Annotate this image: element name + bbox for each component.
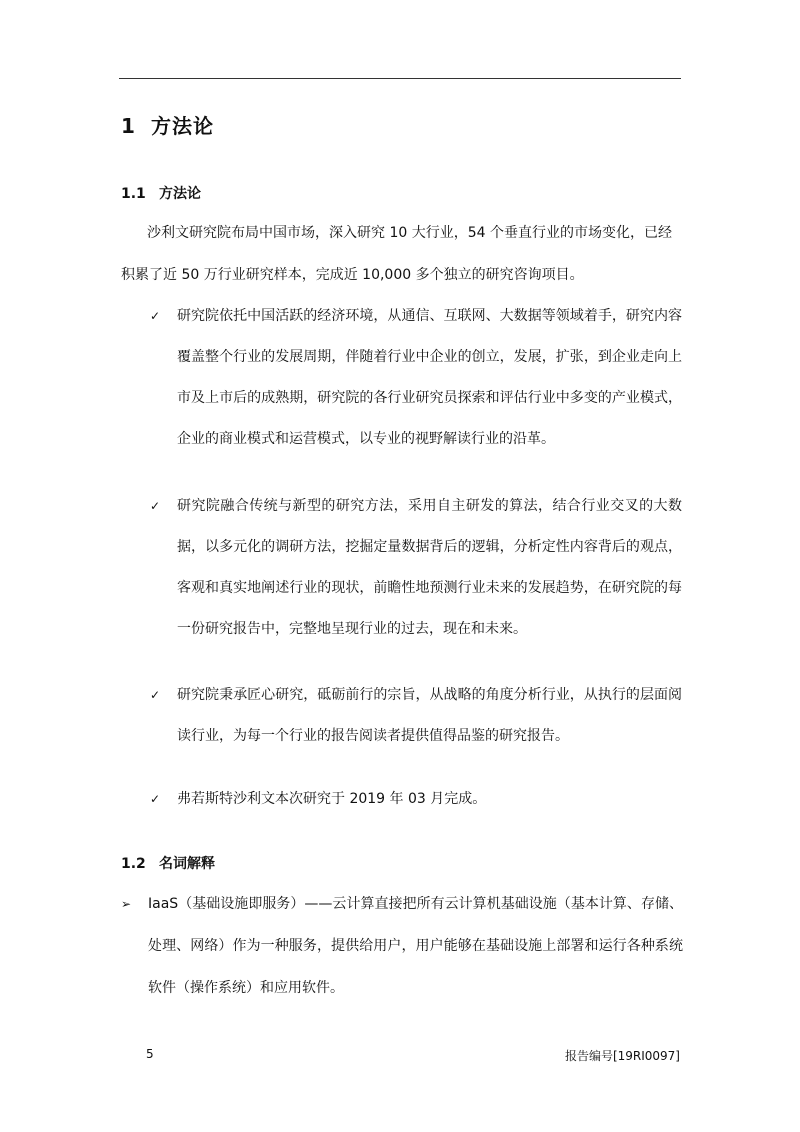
heading-1-2-number: 1.2 [121,856,146,872]
heading-1-number: 1 [121,114,136,138]
report-code: 报告编号[19RI0097] [564,1049,680,1063]
bullet-item [150,779,682,820]
bullet-text: 研究院融合传统与新型的研究方法，采用自主研发的算法，结合行业交叉的大数据，以多元化的调研方法，挖掘定量数据背后的逻辑，分析定性内容背后的观点，客观和真实地阐述行业的现状，前瞻性地预测行业未来的发展趋势，在研究院的每一份研究报告中，完整地呈现行业的过去，现在和未来。 [177,498,682,637]
definition-item [121,883,683,1009]
heading-1-2-title: 名词解释 [159,856,215,872]
checkmark-icon: ✓ [150,792,161,806]
header-rule [119,78,681,79]
bullet-text: 研究院依托中国活跃的经济环境，从通信、互联网、大数据等领域着手，研究内容覆盖整个行业的发展周期，伴随着行业中企业的创立，发展，扩张，到企业走向上市及上市后的成熟期，研究院的各行业研究员探索和评估行业中多变的产业模式，企业的商业模式和运营模式，以专业的视野解读行业的沿革。 [177,308,682,447]
bullet-item [150,675,682,757]
heading-1-2 [121,853,215,873]
bullet-item [150,296,682,460]
bullet-item [150,486,682,650]
intro-text: 沙利文研究院布局中国市场，深入研究 10 大行业，54 个垂直行业的市场变化，已经积累了近 50 万行业研究样本，完成近 10,000 多个独立的研究咨询项目。 [121,225,672,283]
page-number: 5 [146,1047,154,1061]
checkmark-icon: ✓ [150,688,161,702]
checkmark-icon: ✓ [150,309,161,323]
heading-1-1 [121,183,201,203]
intro-paragraph [121,212,683,296]
bullet-text: 弗若斯特沙利文本次研究于 2019 年 03 月完成。 [177,791,487,807]
heading-1-title: 方法论 [151,114,214,138]
checkmark-icon: ✓ [150,499,161,513]
heading-1-1-title: 方法论 [159,186,201,202]
heading-1-1-number: 1.1 [121,186,146,202]
definition-text: IaaS（基础设施即服务）——云计算直接把所有云计算机基础设施（基本计算、存储、处理、网络）作为一种服务，提供给用户，用户能够在基础设施上部署和运行各种系统软件（操作系统）和应用软件。 [148,896,683,996]
heading-1 [121,110,214,139]
bullet-text: 研究院秉承匠心研究，砥砺前行的宗旨，从战略的角度分析行业，从执行的层面阅读行业，为每一个行业的报告阅读者提供值得品鉴的研究报告。 [177,687,682,744]
arrow-bullet-icon: ➢ [121,897,132,911]
